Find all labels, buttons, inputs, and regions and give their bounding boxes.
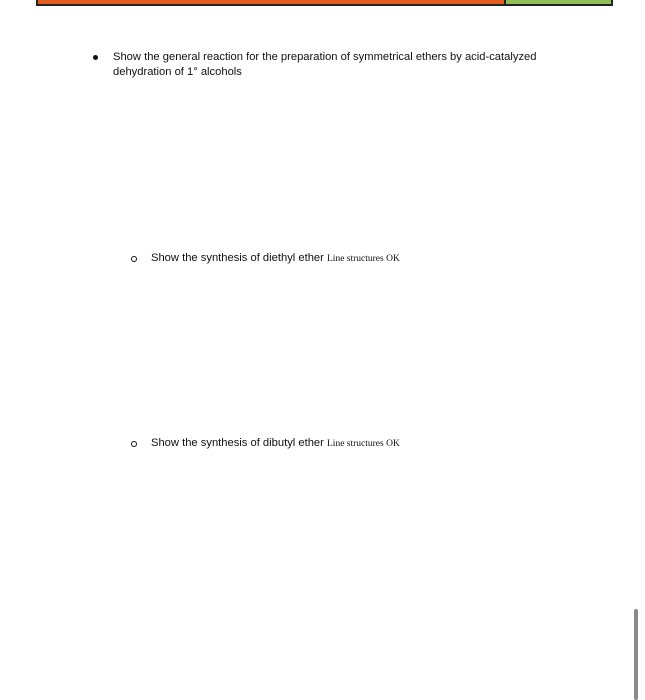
question-line-2: dehydration of 1° alcohols bbox=[113, 66, 242, 78]
subquestion-text: Show the synthesis of dibutyl ether bbox=[151, 437, 324, 449]
hollow-bullet-icon bbox=[131, 256, 137, 262]
subquestion-note: Line structures OK bbox=[327, 254, 400, 264]
header-orange-segment bbox=[38, 0, 504, 4]
bullet-dot-icon bbox=[93, 55, 98, 60]
vertical-scrollbar-thumb[interactable] bbox=[634, 609, 638, 700]
header-color-bar bbox=[36, 0, 613, 6]
question-line-1: Show the general reaction for the preparation of symmetrical ethers by acid-catalyzed bbox=[113, 51, 537, 63]
subquestion-text: Show the synthesis of diethyl ether bbox=[151, 252, 324, 264]
hollow-bullet-icon bbox=[131, 441, 137, 447]
question-text bbox=[113, 50, 573, 80]
header-green-segment bbox=[506, 0, 611, 4]
subquestion-note: Line structures OK bbox=[327, 439, 400, 449]
